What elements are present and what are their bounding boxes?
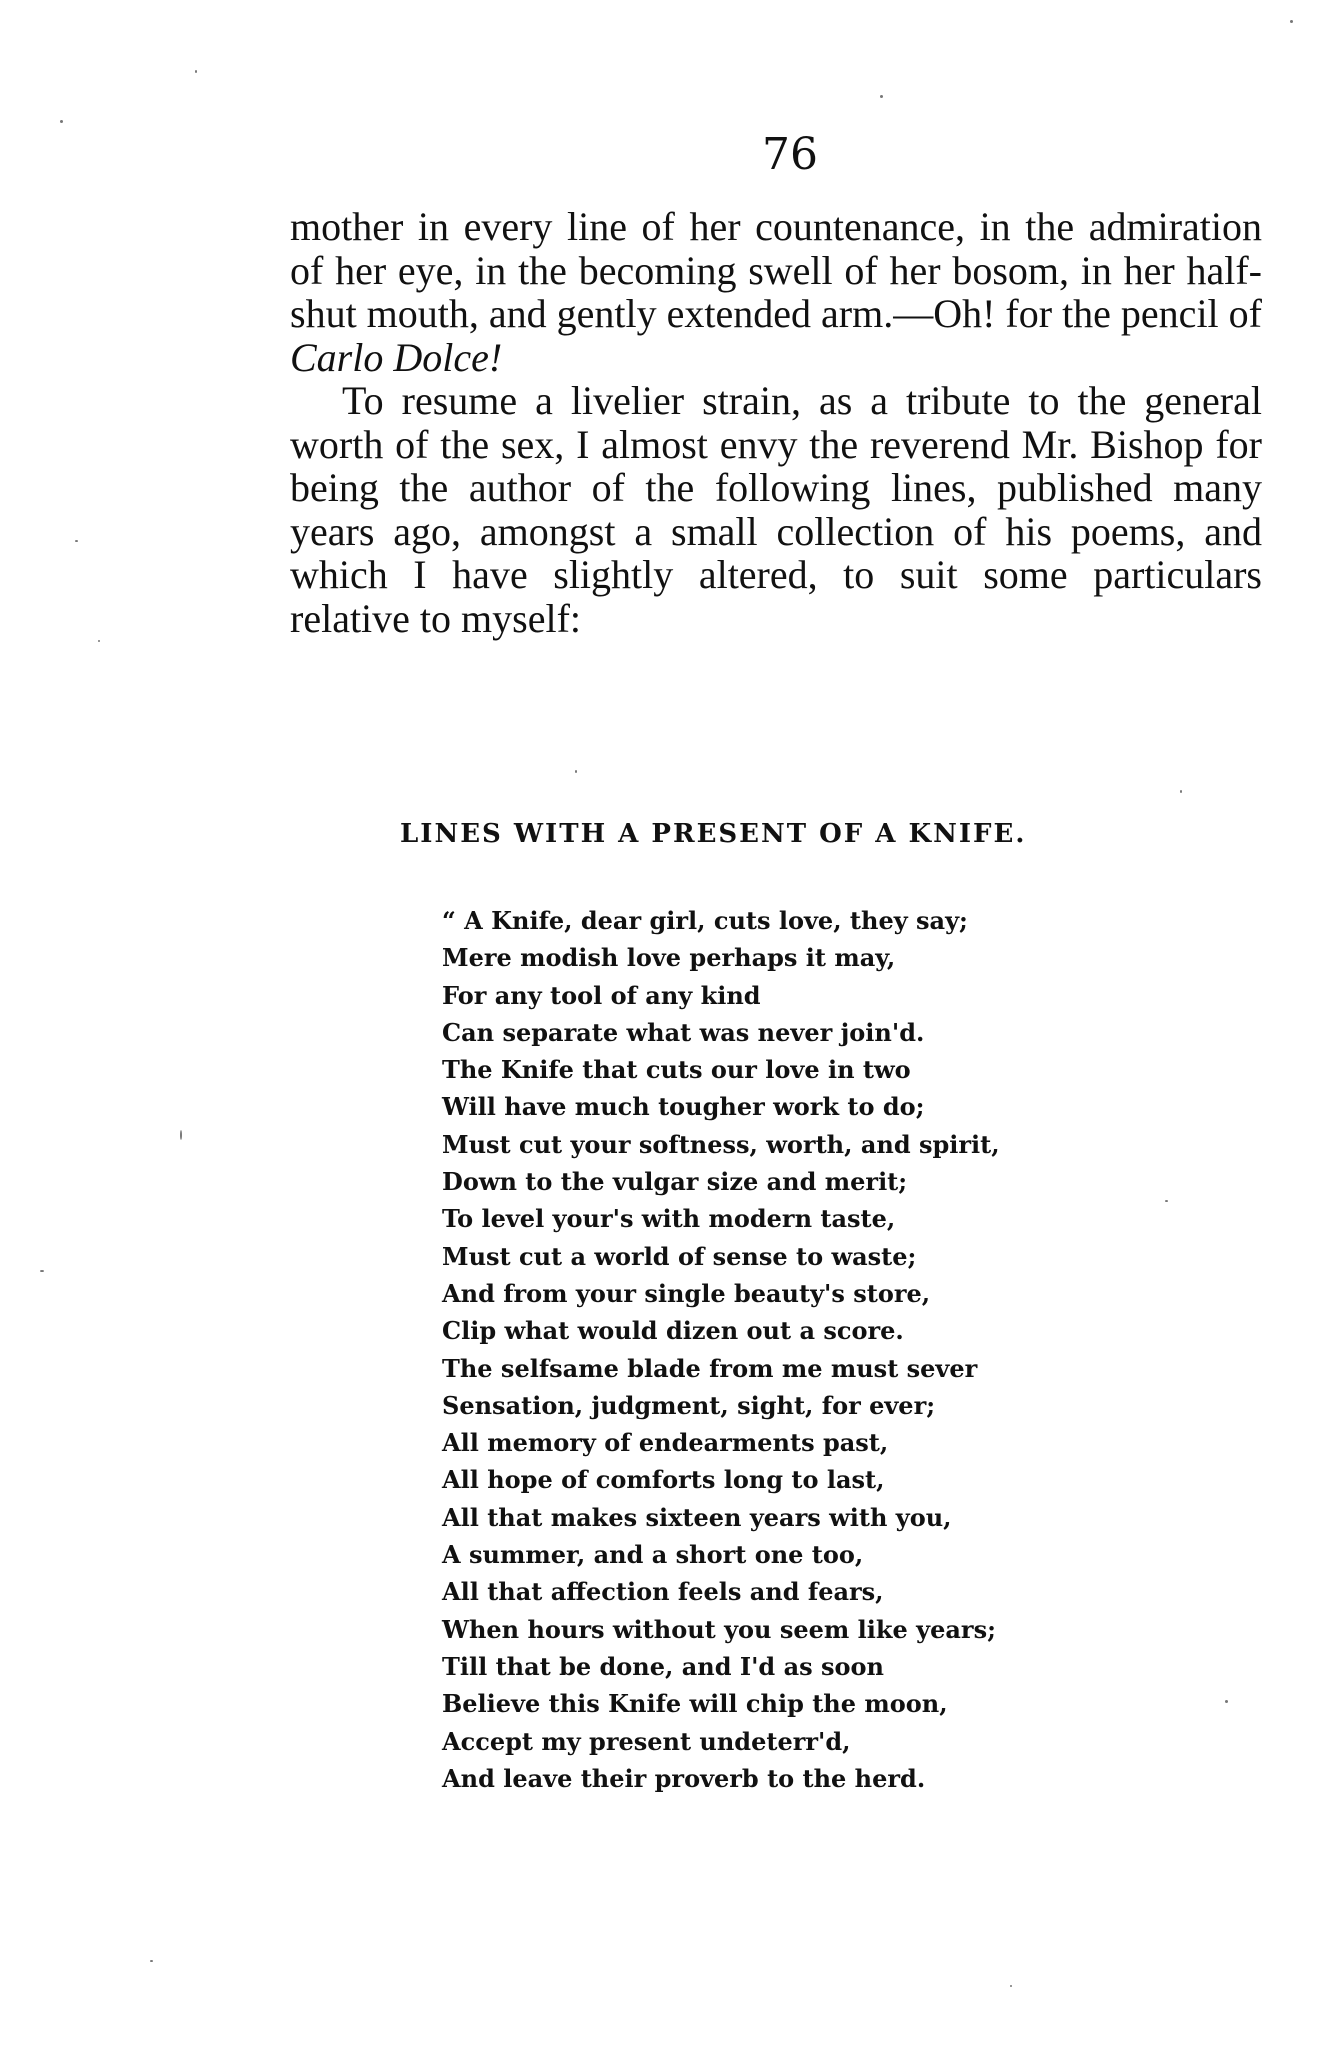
prose-text [290, 205, 1262, 640]
scan-speck [880, 95, 883, 98]
poem-line: Till that be done, and I'd as soon [442, 1651, 884, 1681]
poem-line: All memory of endearments past, [442, 1428, 889, 1458]
scan-speck [98, 640, 100, 642]
scan-speck [1290, 20, 1293, 23]
poem-title: LINES WITH A PRESENT OF A KNIFE. [400, 819, 1027, 849]
scan-speck [150, 1960, 153, 1962]
poem-line: To level your's with modern taste, [442, 1204, 896, 1234]
poem-line: For any tool of any kind [442, 980, 761, 1010]
scan-speck [1180, 790, 1182, 793]
poem-line: Down to the vulgar size and merit; [442, 1167, 908, 1197]
poem-line: Believe this Knife will chip the moon, [442, 1689, 948, 1719]
poem-line: And from your single beauty's store, [442, 1278, 931, 1308]
poem-line: Mere modish love perhaps it may, [442, 943, 896, 973]
paragraph-1-text: mother in every line of her countenance, in the admiration of her eye, in the becoming swell of her bosom, in her half-shut mouth, and gently extended arm.—Oh! for the pencil of [290, 204, 1262, 336]
poem-line: Must cut your softness, worth, and spirit, [442, 1129, 1000, 1159]
scan-speck [60, 120, 63, 123]
scan-speck [40, 1270, 44, 1272]
poem-line: All that affection feels and fears, [442, 1577, 884, 1607]
poem-line: Will have much tougher work to do; [442, 1092, 925, 1122]
scan-speck [1225, 1700, 1228, 1703]
poem-line: “ A Knife, dear girl, cuts love, they say; [442, 906, 968, 935]
page-number: 76 [762, 129, 818, 180]
poem-line: All hope of comforts long to last, [442, 1465, 885, 1495]
scan-speck [75, 540, 78, 542]
poem-line: When hours without you seem like years; [442, 1614, 996, 1644]
poem-line: Can separate what was never join'd. [442, 1017, 925, 1047]
poem-line: Must cut a world of sense to waste; [442, 1241, 917, 1271]
scan-speck [180, 1130, 182, 1140]
scan-speck [1010, 1985, 1012, 1987]
poem-line: All that makes sixteen years with you, [442, 1502, 952, 1532]
paragraph-2: To resume a livelier strain, as a tribute to the general worth of the sex, I almost envy the reverend Mr. Bishop for being the author of the following lines, published many years ago, amongst a small collection of his poems, and which I have slightly altered, to suit some particulars relative to myself: [290, 378, 1262, 641]
paragraph-1 [290, 205, 1262, 379]
poem-line: Sensation, judgment, sight, for ever; [442, 1390, 936, 1420]
scan-speck [195, 70, 197, 73]
painter-name: Carlo Dolce! [290, 334, 503, 380]
poem-line: Clip what would dizen out a score. [442, 1316, 904, 1346]
scan-speck [575, 770, 577, 773]
scan-speck [1165, 1200, 1168, 1202]
poem [442, 902, 1142, 1797]
poem-line: The selfsame blade from me must sever [442, 1353, 978, 1383]
poem-line: And leave their proverb to the herd. [442, 1763, 926, 1793]
poem-line: Accept my present undeterr'd, [442, 1726, 851, 1756]
poem-line: The Knife that cuts our love in two [442, 1055, 911, 1085]
poem-line: A summer, and a short one too, [442, 1540, 864, 1570]
